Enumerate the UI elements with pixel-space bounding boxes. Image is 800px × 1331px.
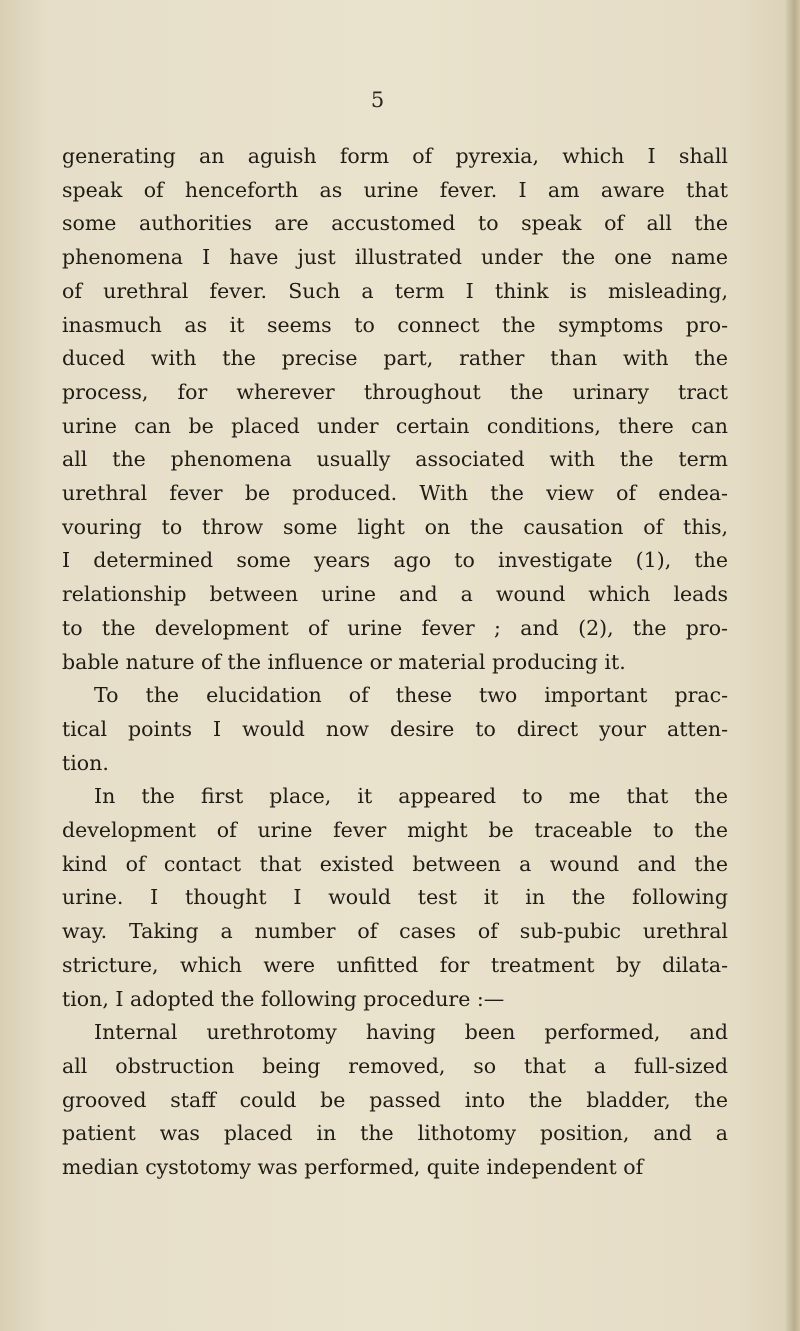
body-text	[62, 140, 728, 1185]
page-edge-shadow	[786, 0, 800, 1331]
text-line: process, for wherever throughout the urinary tract	[62, 379, 728, 404]
text-line: some authorities are accustomed to speak of all the	[62, 211, 728, 236]
text-line: speak of henceforth as urine fever. I am aware that	[62, 177, 728, 202]
text-line: median cystotomy was performed, quite independent of	[62, 1155, 644, 1180]
page-number: 5	[370, 88, 385, 112]
text-line: urine. I thought I would test it in the following	[62, 885, 728, 910]
text-line: tion, I adopted the following procedure :—	[62, 986, 505, 1011]
text-line: tion.	[62, 750, 109, 775]
text-line: urethral fever be produced. With the view of endea-	[62, 481, 728, 506]
text-line: To the elucidation of these two important prac-	[94, 683, 728, 708]
paragraph	[62, 140, 728, 780]
text-line: all the phenomena usually associated with the term	[62, 447, 728, 472]
text-line: Internal urethrotomy having been performed, and	[94, 1020, 728, 1045]
text-line: duced with the precise part, rather than with the	[62, 346, 728, 371]
text-line: relationship between urine and a wound which leads	[62, 582, 728, 607]
text-line: In the first place, it appeared to me that the	[94, 784, 728, 809]
text-line: tical points I would now desire to direct your atten-	[62, 716, 728, 741]
text-line: urine can be placed under certain conditions, there can	[62, 413, 728, 438]
text-line: vouring to throw some light on the causation of this,	[62, 514, 728, 539]
paragraph	[62, 780, 728, 1016]
text-line: development of urine fever might be traceable to the	[62, 818, 728, 843]
text-line: way. Taking a number of cases of sub-pubic urethral	[62, 919, 728, 944]
text-line: kind of contact that existed between a wound and the	[62, 851, 728, 876]
text-line: grooved staff could be passed into the bladder, the	[62, 1087, 728, 1112]
text-line: to the development of urine fever ; and (2), the pro-	[62, 615, 728, 640]
text-line: bable nature of the influence or material producing it.	[62, 649, 626, 674]
text-line: patient was placed in the lithotomy position, and a	[62, 1121, 728, 1146]
text-line: phenomena I have just illustrated under the one name	[62, 245, 728, 270]
text-line: I determined some years ago to investigate (1), the	[62, 548, 728, 573]
text-line: of urethral fever. Such a term I think is misleading,	[62, 278, 728, 303]
text-line: stricture, which were unfitted for treatment by dilata-	[62, 952, 728, 977]
paragraph	[62, 1016, 728, 1185]
text-line: inasmuch as it seems to connect the symptoms pro-	[62, 312, 728, 337]
text-line: generating an aguish form of pyrexia, which I shall	[62, 144, 728, 168]
text-line: all obstruction being removed, so that a full-sized	[62, 1053, 728, 1078]
